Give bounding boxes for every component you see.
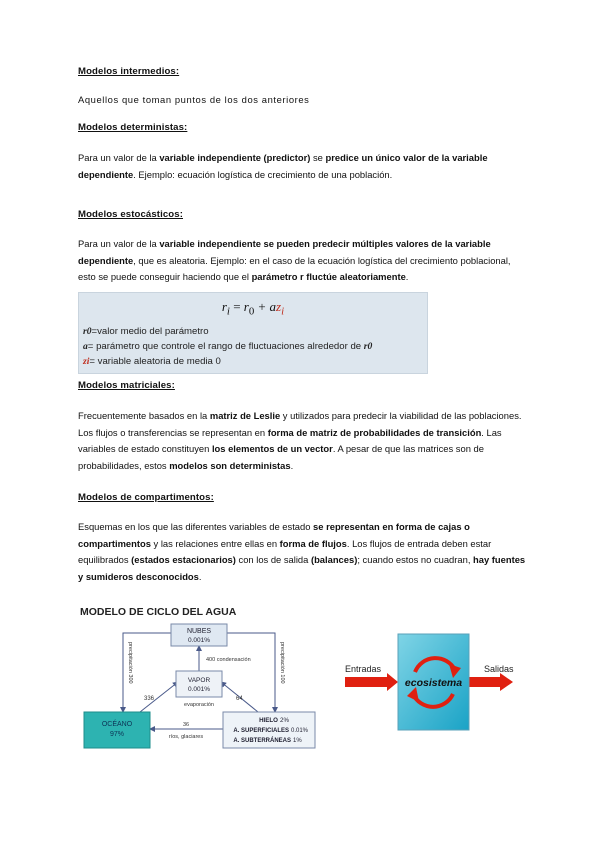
entradas-label: Entradas [345,664,382,674]
hielo-pct: 2% [280,717,289,724]
flow-336: 336 [144,696,155,702]
ecosistema-label: ecosistema [404,677,463,689]
heading-compartimentos: Modelos de compartimentos: [78,492,214,503]
entradas-arrow [345,673,398,691]
superficiales-pct: 0.01% [291,728,309,734]
ecosystem-diagram [343,632,518,732]
salidas-arrow [469,673,513,691]
subterraneas-label: A. SUBTERRÁNEAS [233,738,291,744]
paragraph-estocasticos: Para un valor de la variable independiente se pueden predecir múltiples valores de la variable dependiente, que es aleatoria. Ejemplo: en el caso de la ecuación logística del crecimiento poblacional, esto se puede conseguir haciendo que el parámetro r fluctúe aleatoriamente. [78,238,511,282]
condensacion-label: 400 condensación [206,657,251,663]
water-cycle-diagram [78,602,318,758]
evaporacion-label: evaporación [184,702,214,708]
flow-36: 36 [182,722,190,728]
hielo-label: HIELO [259,717,278,724]
vapor-pct: 0.001% [187,686,211,693]
oceano-label: OCÉANO [101,721,133,728]
heading-deterministas: Modelos deterministas: [78,122,188,133]
salidas-label: Salidas [484,664,514,674]
paragraph-compartimentos: Esquemas en los que las diferentes variables de estado se representan en forma de cajas o compartimentos y las relaciones entre ellas en forma de flujos. Los flujos de entrada deben estar equilibrados (estados estacionarios) con los de salida (balances); cuando estos no cuadran, hay fuentes y sumideros desconocidos. [78,521,526,582]
heading-estocasticos: Modelos estocásticos: [78,209,183,220]
heading-intermedios: Modelos intermedios: [78,66,180,77]
heading-matriciales: Modelos matriciales: [78,380,175,391]
water-cycle-title: MODELO DE CICLO DEL AGUA [80,606,237,618]
rios-label: ríos, glaciares [168,734,204,740]
subterraneas-pct: 1% [293,738,302,744]
formula-line-zi: zi= variable aleatoria de media 0 [83,356,221,367]
oceano-box [84,712,150,748]
text-intermedios: Aquellos que toman puntos de los dos anteriores [78,94,310,105]
precip-left-label: precipitación 300 [127,642,133,684]
nubes-pct: 0.001% [187,637,211,644]
formula-line-a: a= parámetro que controle el rango de fluctuaciones alrededor de r0 [83,341,373,352]
flow-64: 64 [236,696,243,702]
oceano-pct: 97% [109,731,125,738]
precip-land-arrow [227,633,275,712]
vapor-box [176,671,222,697]
paragraph-matriciales: Frecuentemente basados en la matriz de Leslie y utilizados para predecir la viabilidad de las poblaciones. Los flujos o transferencias se representan en forma de matriz de probabilidades de transición. Las variables de estado constituyen los elementos de un vector. A pesar de que las matrices son de probabilidades, estos modelos son deterministas. [78,410,522,471]
paragraph-deterministas: Para un valor de la variable independiente (predictor) se predice un único valor de la variable dependiente. Ejemplo: ecuación logística de crecimiento de una población. [78,152,488,180]
nubes-label: NUBES [186,628,212,635]
superficiales-label: A. SUPERFICIALES [233,728,289,734]
formula-box [78,292,428,374]
precip-right-label: precipitación 100 [279,642,285,684]
vapor-label: VAPOR [187,677,211,684]
formula-line-r0: r0=valor medio del parámetro [83,326,209,337]
formula-equation: $r_i = r_0 + az_i$ [221,299,285,318]
